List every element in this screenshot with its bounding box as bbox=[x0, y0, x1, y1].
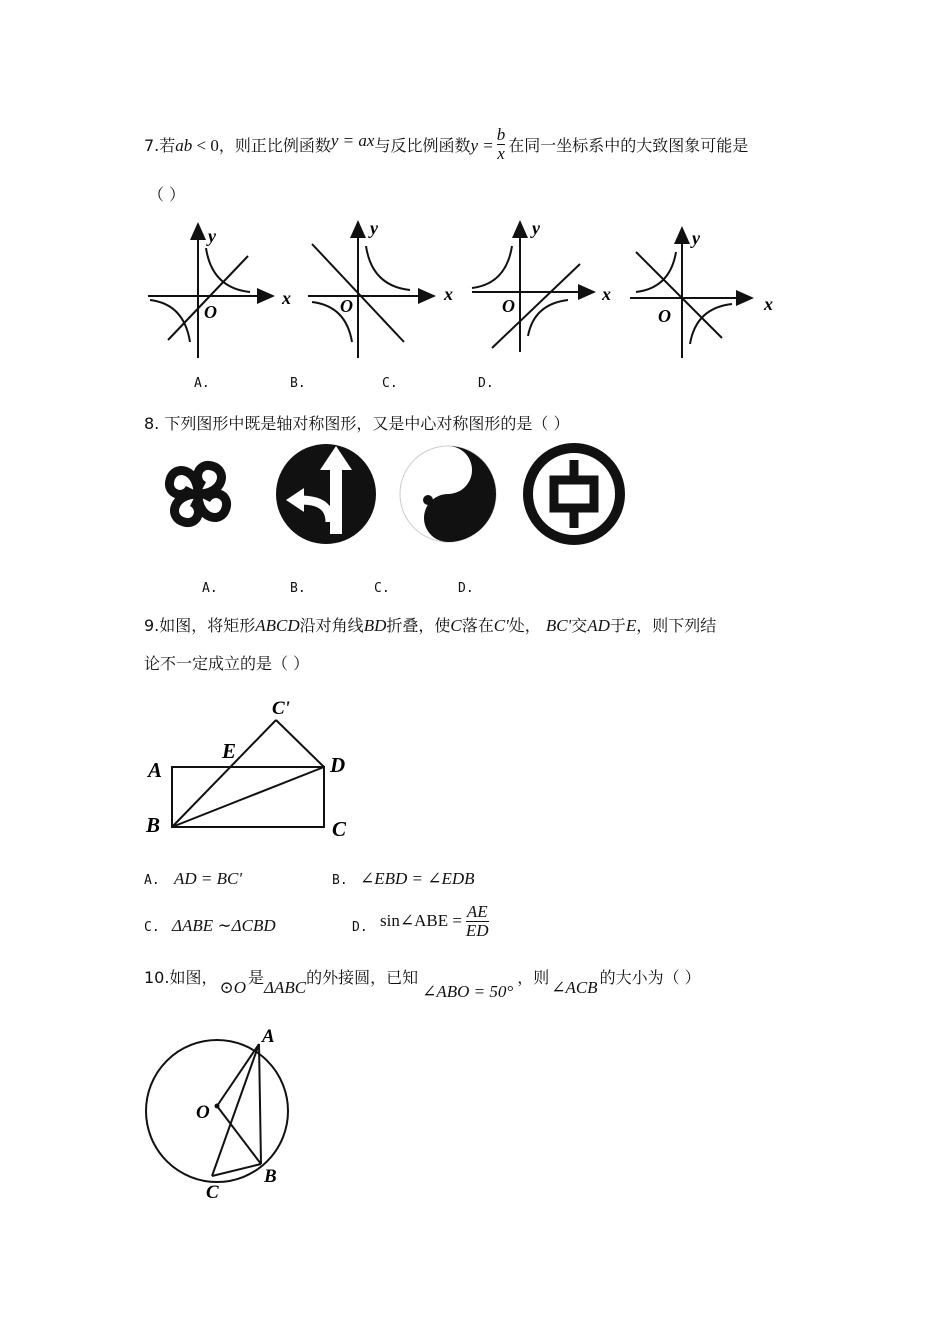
q7-graph-b bbox=[308, 222, 434, 358]
q7-math-y-ax: y = ax bbox=[330, 131, 375, 150]
q9-text: 于 bbox=[609, 616, 626, 635]
q9-figure bbox=[140, 690, 370, 846]
q7-d-x-label: x bbox=[764, 294, 773, 314]
q9-stem bbox=[144, 613, 716, 636]
q10-figure bbox=[140, 1020, 310, 1206]
q9-option-c-label: C. bbox=[144, 920, 160, 935]
q9-text: ，则下列结 bbox=[636, 616, 717, 635]
q7-fraction-den: x bbox=[497, 144, 505, 163]
q9-label-c: C bbox=[332, 817, 347, 841]
q9-option-b-label: B. bbox=[332, 873, 348, 888]
q9-math: BC' bbox=[545, 616, 572, 635]
q9-label-e: E bbox=[222, 739, 237, 763]
q7-math-y: y = bbox=[470, 136, 494, 155]
q8-figure-d bbox=[528, 448, 620, 540]
q8-figure-c bbox=[400, 446, 496, 542]
q10-label-a: A bbox=[262, 1026, 275, 1047]
q9-option-b: ∠EBD = ∠EDB bbox=[360, 869, 475, 888]
q8-option-d: D. bbox=[458, 581, 474, 596]
q9-text: 处， bbox=[508, 616, 541, 635]
q9-option-a-label: A. bbox=[144, 873, 160, 888]
q7-d-y-label: y bbox=[692, 228, 700, 248]
q9-math: C' bbox=[493, 616, 509, 635]
q9-text: 折叠，使 bbox=[386, 616, 451, 635]
q7-b-y-label: y bbox=[370, 218, 378, 238]
q9-number: 9. bbox=[144, 616, 160, 635]
q9-rectangle bbox=[172, 720, 324, 827]
q10-math: ∠ABO = 50° bbox=[422, 982, 514, 1001]
q9-option-d bbox=[380, 903, 489, 940]
q10-math: ΔABC bbox=[264, 978, 307, 997]
q7-fraction-num: b bbox=[496, 125, 506, 144]
q9-stem-line2: 论不一定成立的是（ ） bbox=[144, 654, 310, 673]
q10-text: 如图， bbox=[169, 968, 218, 987]
q7-math-ab: ab bbox=[175, 136, 193, 155]
q8-figure-a bbox=[169, 465, 226, 522]
q10-circle bbox=[146, 1040, 288, 1182]
q7-paren: （ ） bbox=[148, 185, 186, 204]
q9-option-a: AD = BC' bbox=[174, 869, 242, 888]
q7-number: 7. bbox=[144, 136, 160, 155]
q9-math: C bbox=[450, 616, 462, 635]
q8-option-b: B. bbox=[290, 581, 306, 596]
q10-number: 10. bbox=[144, 968, 170, 987]
q7-text: 在同一坐标系中的大致图象可能是 bbox=[508, 136, 749, 155]
q9-text: 如图，将矩形 bbox=[159, 616, 256, 635]
q9-label-a: A bbox=[148, 758, 163, 782]
q10-label-o: O bbox=[196, 1102, 210, 1123]
q10-text: 是 bbox=[248, 968, 265, 987]
q7-b-origin: O bbox=[340, 296, 353, 316]
q8-stem: 8. 下列图形中既是轴对称图形，又是中心对称图形的是（ ） bbox=[144, 414, 570, 433]
q9-label-b: B bbox=[146, 813, 161, 837]
q10-label-c: C bbox=[206, 1182, 219, 1203]
q10-stem bbox=[144, 965, 701, 1001]
q9-math: ABCD bbox=[255, 616, 300, 635]
q7-c-origin: O bbox=[502, 296, 515, 316]
q7-fraction bbox=[497, 126, 506, 163]
q8-figure-b bbox=[276, 444, 376, 544]
q9-math: BD bbox=[363, 616, 387, 635]
q7-option-c: C. bbox=[382, 376, 398, 391]
q7-stem bbox=[144, 125, 749, 165]
q10-label-b: B bbox=[264, 1166, 277, 1187]
q7-text: ，则正比例函数 bbox=[218, 136, 331, 155]
q7-graphs bbox=[140, 212, 790, 367]
q7-c-x-label: x bbox=[602, 284, 611, 304]
q9-option-d-text: sin∠ABE = bbox=[380, 911, 462, 930]
q7-b-x-label: x bbox=[444, 284, 453, 304]
q7-a-origin: O bbox=[204, 302, 217, 322]
q8-figures bbox=[140, 438, 640, 558]
q10-center-dot bbox=[215, 1104, 220, 1109]
q9-math: E bbox=[625, 616, 637, 635]
q7-math-lt0: < 0 bbox=[192, 136, 219, 155]
q9-text: 落在 bbox=[461, 616, 494, 635]
q10-math: ∠ACB bbox=[551, 978, 598, 997]
q9-label-d: D bbox=[330, 753, 346, 777]
q7-a-y-label: y bbox=[208, 226, 216, 246]
q9-option-d-fraction bbox=[466, 903, 489, 940]
q7-text: 与反比例函数 bbox=[374, 136, 471, 155]
q9-option-d-num: AE bbox=[466, 902, 488, 921]
q7-graph-c bbox=[472, 222, 594, 352]
q9-label-c-prime: C' bbox=[272, 698, 290, 719]
q10-math: ⊙O bbox=[219, 978, 246, 997]
q8-option-a: A. bbox=[202, 581, 218, 596]
q9-text: 沿对角线 bbox=[299, 616, 364, 635]
q10-text: ，则 bbox=[517, 968, 550, 987]
q7-c-y-label: y bbox=[532, 218, 540, 238]
q7-option-a: A. bbox=[194, 376, 210, 391]
q9-option-d-label: D. bbox=[352, 920, 368, 935]
q10-text: 的外接圆，已知 bbox=[306, 968, 419, 987]
q7-option-d: D. bbox=[478, 376, 494, 391]
q7-text: 若 bbox=[159, 136, 176, 155]
q7-option-b: B. bbox=[290, 376, 306, 391]
q8-option-c: C. bbox=[374, 581, 390, 596]
q9-text: 交 bbox=[571, 616, 588, 635]
q9-math: AD bbox=[587, 616, 610, 635]
q7-d-origin: O bbox=[658, 306, 671, 326]
q7-a-x-label: x bbox=[282, 288, 291, 308]
q9-option-d-den: ED bbox=[465, 921, 489, 940]
q7-graph-d bbox=[630, 228, 752, 358]
q9-option-c: ΔABE ∼ΔCBD bbox=[172, 916, 276, 935]
q10-text: 的大小为（ ） bbox=[599, 968, 701, 987]
